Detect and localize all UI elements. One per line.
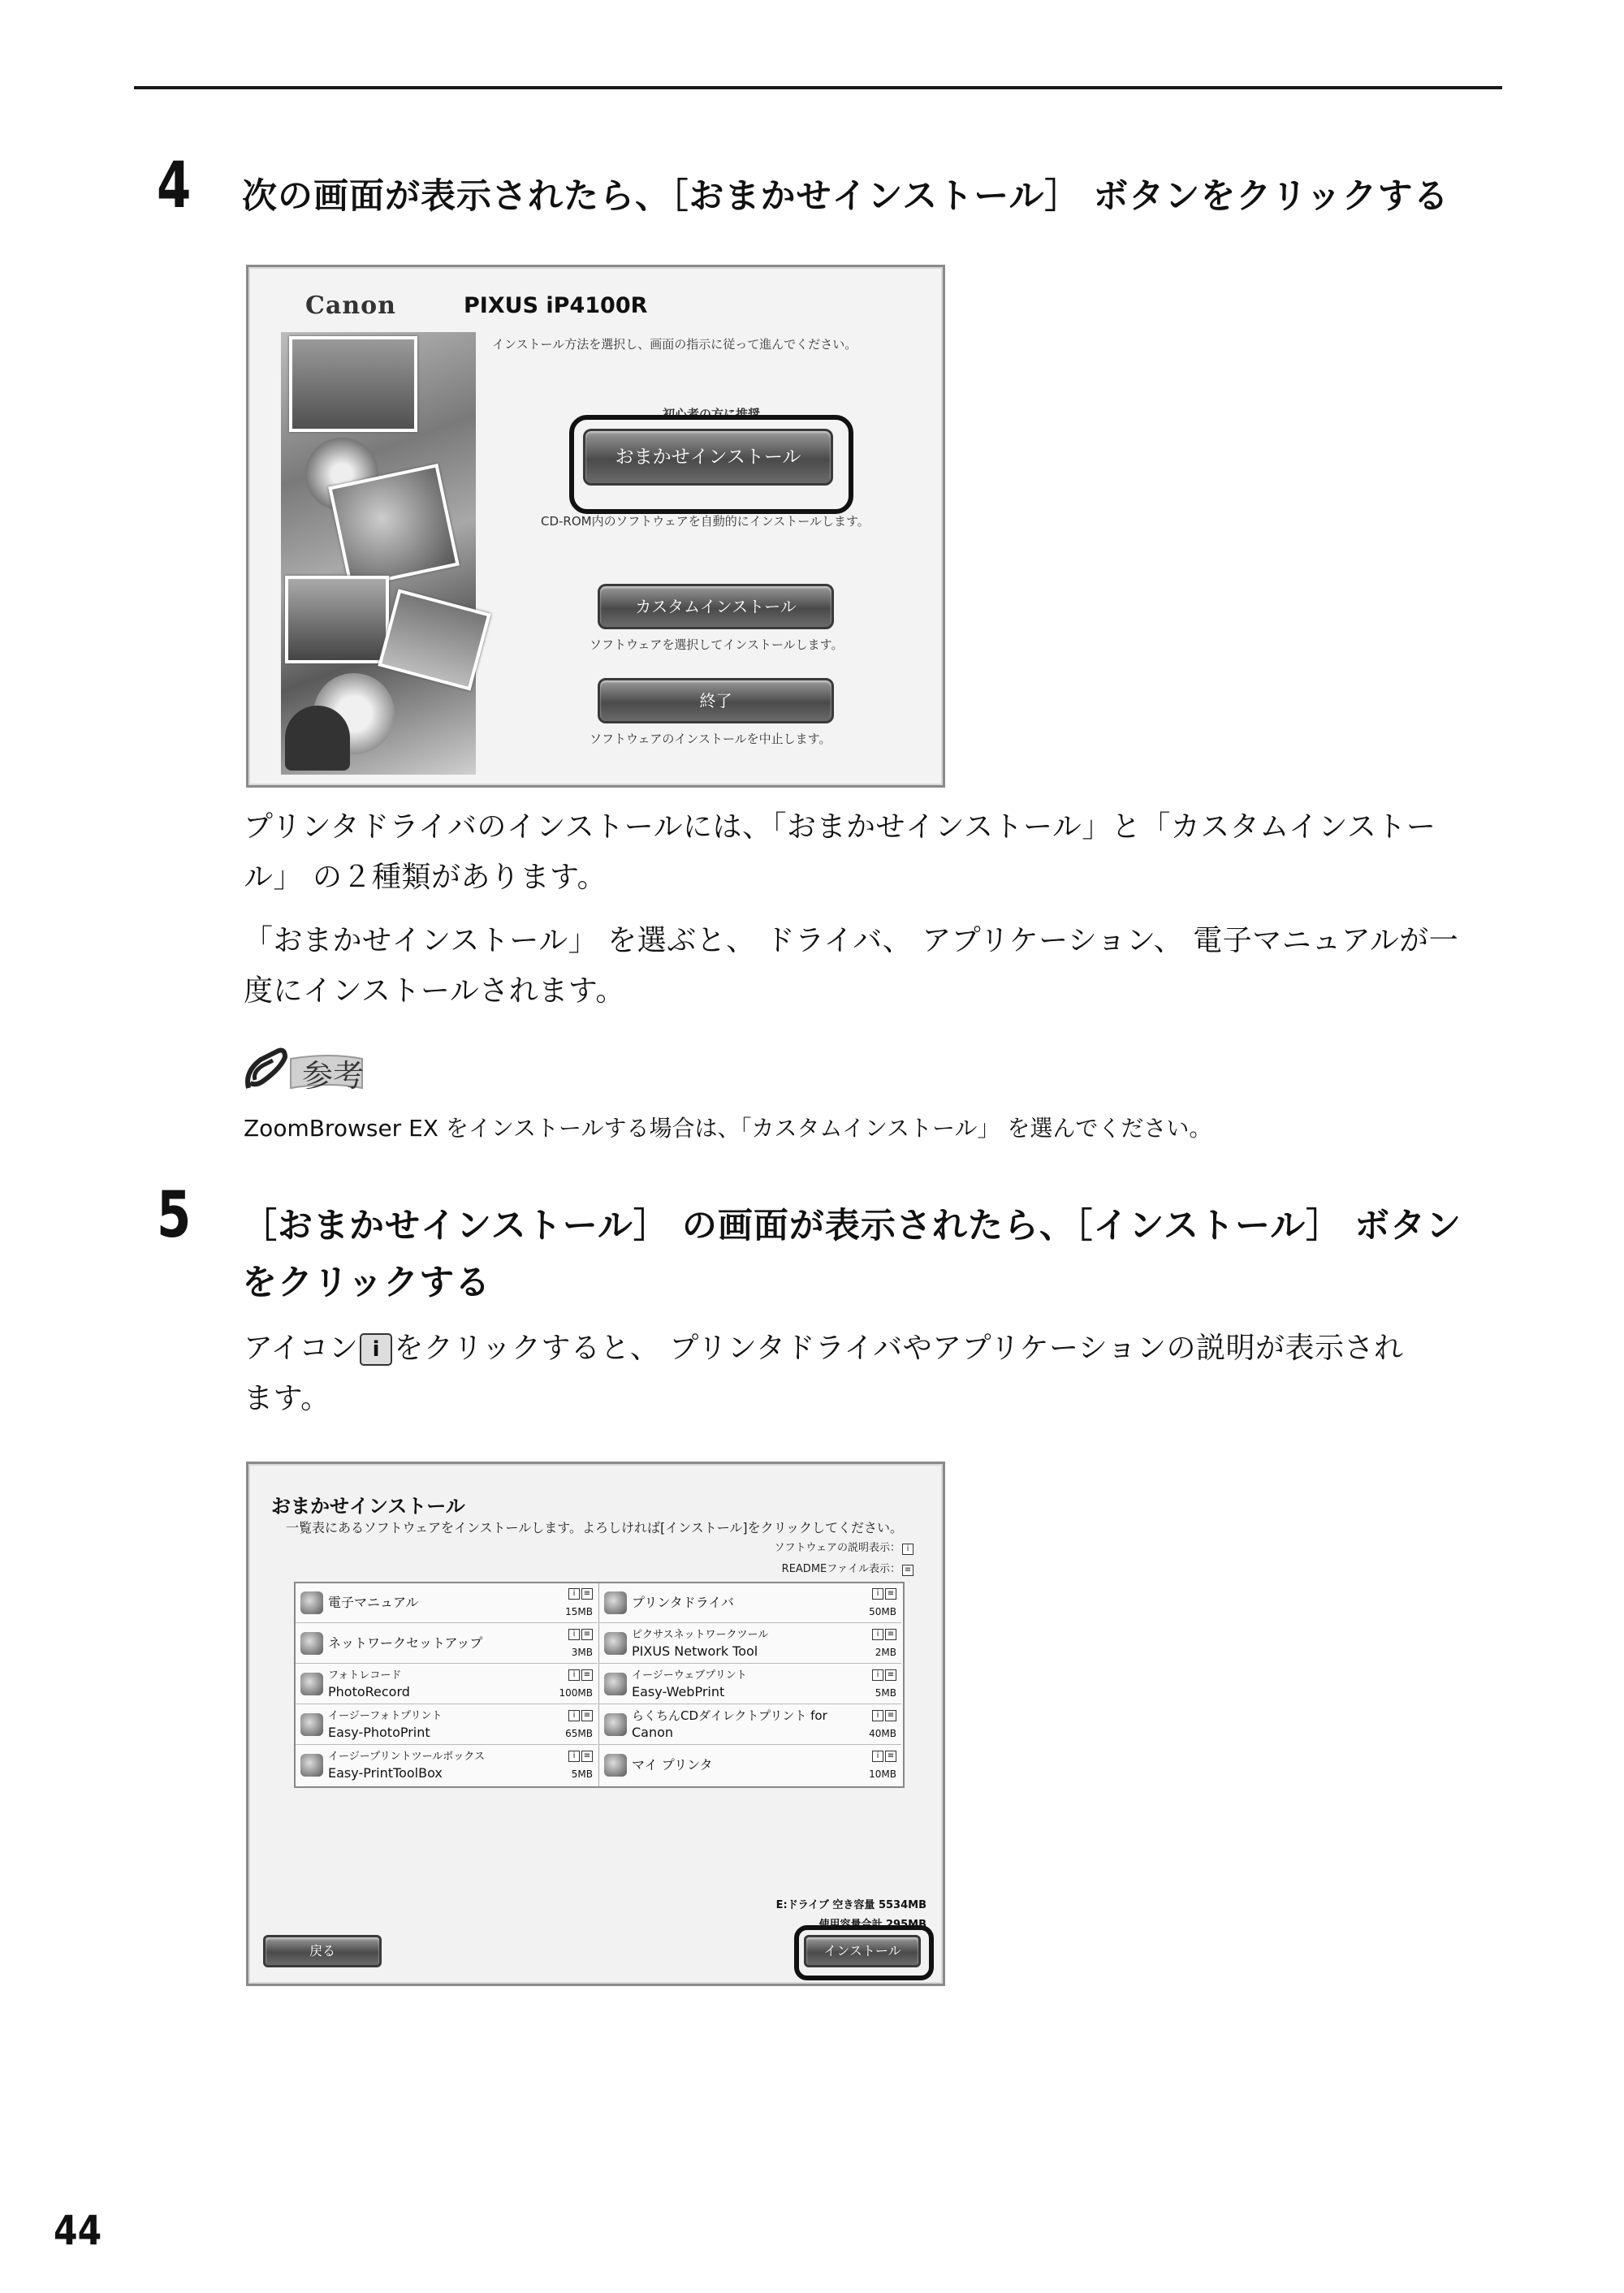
photorecord-icon <box>300 1673 323 1695</box>
item-name: ピクサスネットワークツール <box>632 1629 769 1641</box>
easy-install-instruction: 一覧表にあるソフトウェアをインストールします。よろしければ[インストール]をクリックしてください。 <box>286 1520 904 1535</box>
drive-free-space: E:ドライブ 空き容量 5534MB <box>775 1899 926 1911</box>
item-name-en: Canon <box>632 1725 674 1740</box>
item-info-icons[interactable]: i ≡ <box>870 1668 896 1681</box>
item-name-en: Easy-PrintToolBox <box>328 1765 443 1781</box>
item-size: 5MB <box>875 1687 896 1699</box>
item-info-icons[interactable]: i ≡ <box>870 1708 896 1721</box>
item-size: 65MB <box>565 1728 593 1739</box>
step5-para-before-icon: アイコン <box>244 1332 359 1365</box>
memo-label: 参考 <box>302 1058 365 1094</box>
fruit-photo <box>328 464 460 589</box>
memo-text: ZoomBrowser EX をインストールする場合は、「カスタムインストール」 を選んでください。 <box>244 1115 1212 1142</box>
item-size: 5MB <box>571 1768 593 1780</box>
custom-install-desc: ソフトウェアを選択してインストールします。 <box>590 637 844 652</box>
item-size: 10MB <box>869 1768 896 1780</box>
recommend-label: 初心者の方に推奨 <box>663 407 761 421</box>
item-name: らくちんCDダイレクトプリント for <box>632 1708 827 1723</box>
product-name: PIXUS iP4100R <box>464 293 648 318</box>
installer-instruction: インストール方法を選択し、画面の指示に従って進んでください。 <box>492 337 857 352</box>
info-icon: i <box>360 1333 392 1366</box>
item-info-icons[interactable]: i ≡ <box>567 1627 593 1640</box>
item-info-icons[interactable]: i ≡ <box>567 1668 593 1681</box>
step4-para2-line1: 「おまかせインストール」 を選ぶと、 ドライバ、 アプリケーション、 電子マニュアルが一 <box>244 924 1459 957</box>
legend-desc-label: ソフトウェアの説明表示： <box>774 1542 901 1554</box>
my-printer-icon <box>604 1754 627 1777</box>
list-item[interactable] <box>599 1624 901 1664</box>
photoprint-icon <box>300 1713 323 1736</box>
item-name-en: Easy-WebPrint <box>632 1684 725 1699</box>
manual-icon <box>300 1591 323 1614</box>
step5-para-after-icon: をクリックすると、 プリンタドライバやアプリケーションの説明が表示され <box>394 1332 1404 1365</box>
item-info-icons[interactable]: i ≡ <box>870 1587 896 1600</box>
tree-photo <box>285 706 350 771</box>
step-number-5: 5 <box>157 1179 192 1252</box>
legend-readme-label: READMEファイル表示： <box>781 1563 901 1575</box>
step4-para1-line2: ル」 の２種類があります。 <box>244 861 607 894</box>
list-item[interactable] <box>296 1624 598 1664</box>
network-tool-icon <box>604 1632 627 1655</box>
item-size: 40MB <box>869 1728 896 1739</box>
item-name: イージーウェブプリント <box>632 1669 747 1682</box>
installer-menu-screenshot <box>246 265 945 788</box>
exit-desc: ソフトウェアのインストールを中止します。 <box>590 732 831 746</box>
list-item[interactable] <box>599 1583 901 1623</box>
easy-install-screenshot <box>246 1462 945 1986</box>
item-name: マイ プリンタ <box>632 1757 713 1773</box>
back-button[interactable]: 戻る <box>263 1935 382 1967</box>
list-item[interactable] <box>296 1665 598 1704</box>
easy-install-desc: CD-ROM内のソフトウェアを自動的にインストールします。 <box>541 514 870 529</box>
cd-direct-print-icon <box>604 1713 627 1736</box>
legend-desc <box>775 1539 914 1555</box>
column-divider <box>598 1583 599 1786</box>
item-name: イージープリントツールボックス <box>328 1751 486 1763</box>
page-number: 44 <box>54 2207 102 2254</box>
item-name: フォトレコード <box>328 1669 402 1682</box>
step4-para2-line2: 度にインストールされます。 <box>244 974 625 1008</box>
item-name: プリンタドライバ <box>632 1595 734 1610</box>
list-item[interactable] <box>296 1705 598 1745</box>
item-size: 50MB <box>869 1606 896 1617</box>
item-info-icons[interactable]: i ≡ <box>870 1749 896 1762</box>
step-number-4: 4 <box>157 149 192 222</box>
item-size: 15MB <box>565 1606 593 1617</box>
step5-heading-line2: をクリックする <box>242 1263 491 1303</box>
step4-para1-line1: プリンタドライバのインストールには、「おまかせインストール」と「カスタムインストー <box>244 810 1436 844</box>
item-name-en: PhotoRecord <box>328 1684 410 1699</box>
item-info-icons[interactable]: i ≡ <box>567 1708 593 1721</box>
custom-install-button[interactable]: カスタムインストール <box>598 584 834 629</box>
couple-photo <box>289 336 417 432</box>
printer-driver-icon <box>604 1591 627 1614</box>
list-item[interactable] <box>296 1583 598 1623</box>
item-name-en: PIXUS Network Tool <box>632 1643 758 1659</box>
list-item[interactable] <box>599 1746 901 1785</box>
item-name: イージーフォトプリント <box>328 1710 443 1722</box>
item-name: 電子マニュアル <box>328 1595 419 1610</box>
item-name: ネットワークセットアップ <box>328 1635 483 1651</box>
item-info-icons[interactable]: i ≡ <box>567 1587 593 1600</box>
easy-install-title: おまかせインストール <box>271 1495 465 1518</box>
item-info-icons[interactable]: i ≡ <box>567 1749 593 1762</box>
webprint-icon <box>604 1673 627 1695</box>
list-item[interactable] <box>599 1665 901 1704</box>
top-rule <box>134 86 1502 89</box>
legend-readme <box>782 1560 914 1576</box>
easy-install-button[interactable]: おまかせインストール <box>583 429 833 486</box>
exit-button[interactable]: 終了 <box>598 678 834 723</box>
step5-para-line1 <box>244 1324 1404 1374</box>
info-legend-icon: i <box>902 1544 914 1555</box>
total-used-space: 使用容量合計 295MB <box>818 1919 926 1931</box>
list-item[interactable] <box>599 1705 901 1745</box>
step5-heading-line1: ［おまかせインストール］ の画面が表示されたら、［インストール］ ボタン <box>242 1206 1462 1246</box>
item-info-icons[interactable]: i ≡ <box>870 1627 896 1640</box>
toolbox-icon <box>300 1754 323 1777</box>
item-size: 3MB <box>571 1647 593 1658</box>
item-name-en: Easy-PhotoPrint <box>328 1725 430 1740</box>
item-size: 2MB <box>875 1647 896 1658</box>
readme-legend-icon: ≡ <box>902 1565 914 1576</box>
install-button[interactable]: インストール <box>804 1935 921 1967</box>
list-item[interactable] <box>296 1746 598 1785</box>
ship-photo <box>378 589 490 690</box>
network-setup-icon <box>300 1632 323 1655</box>
photo-collage <box>281 332 476 775</box>
step5-para-line2: ます。 <box>244 1382 330 1415</box>
item-size: 100MB <box>559 1687 593 1699</box>
dog-photo <box>285 576 389 663</box>
canon-logo: Canon <box>305 291 396 320</box>
step4-heading: 次の画面が表示されたら、［おまかせインストール］ ボタンをクリックする <box>242 176 1449 217</box>
software-list <box>294 1582 905 1788</box>
